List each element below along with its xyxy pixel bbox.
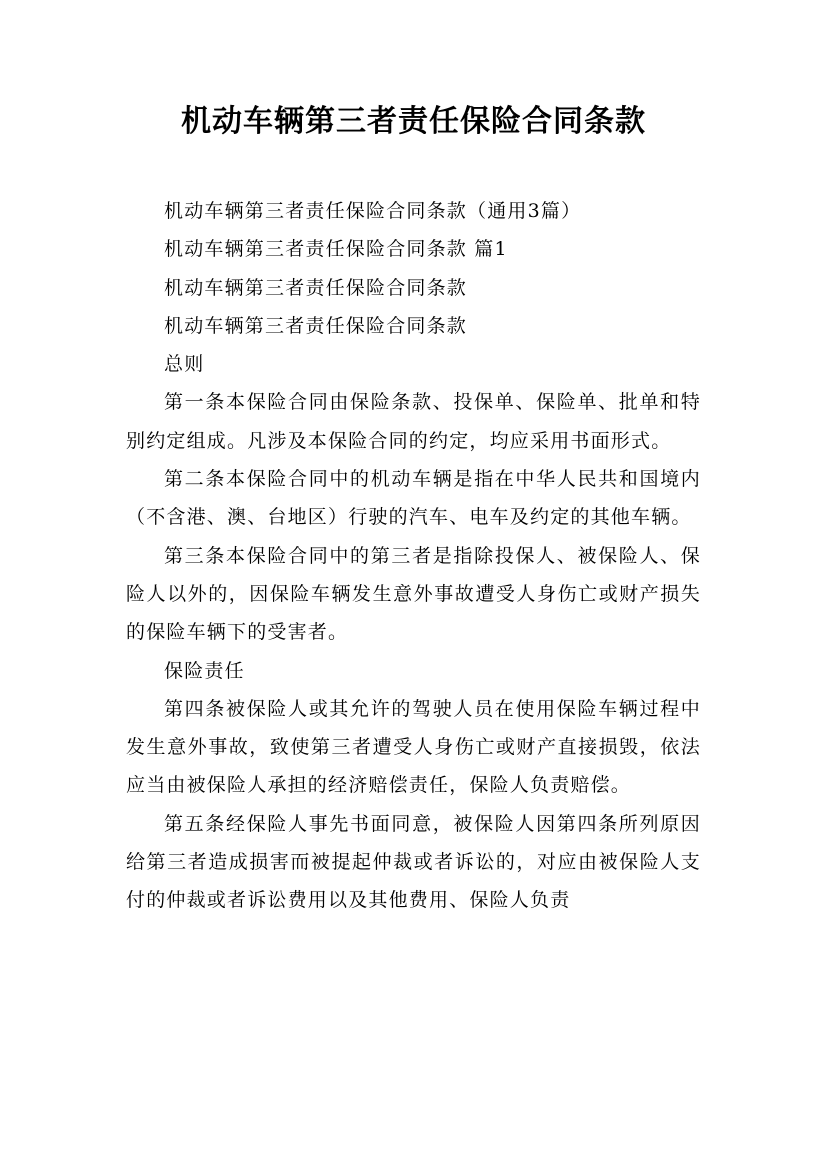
paragraph: 机动车辆第三者责任保险合同条款	[164, 314, 468, 337]
paragraph: 机动车辆第三者责任保险合同条款	[164, 276, 468, 299]
document-title: 机动车辆第三者责任保险合同条款	[181, 104, 646, 139]
paragraph: 第五条经保险人事先书面同意，被保险人因第四条所列原因给第三者造成损害而被提起仲裁或者诉讼的，对应由被保险人支付的仲裁或者诉讼费用以及其他费用、保险人负责	[126, 812, 701, 912]
document-body	[126, 192, 701, 920]
section-heading: 保险责任	[164, 659, 245, 682]
paragraph: 机动车辆第三者责任保险合同条款（通用3篇）	[164, 200, 582, 222]
paragraph: 第二条本保险合同中的机动车辆是指在中华人民共和国境内（不含港、澳、台地区）行驶的汽车、电车及约定的其他车辆。	[126, 468, 701, 529]
paragraph: 第一条本保险合同由保险条款、投保单、保险单、批单和特别约定组成。凡涉及本保险合同的约定，均应采用书面形式。	[126, 391, 701, 452]
paragraph: 第四条被保险人或其允许的驾驶人员在使用保险车辆过程中发生意外事故，致使第三者遭受人身伤亡或财产直接损毁，依法应当由被保险人承担的经济赔偿责任，保险人负责赔偿。	[126, 697, 701, 797]
paragraph: 第三条本保险合同中的第三者是指除投保人、被保险人、保险人以外的，因保险车辆发生意外事故遭受人身伤亡或财产损失的保险车辆下的受害者。	[126, 544, 701, 644]
section-heading: 总则	[164, 353, 205, 376]
paragraph: 机动车辆第三者责任保险合同条款 篇1	[164, 238, 508, 261]
